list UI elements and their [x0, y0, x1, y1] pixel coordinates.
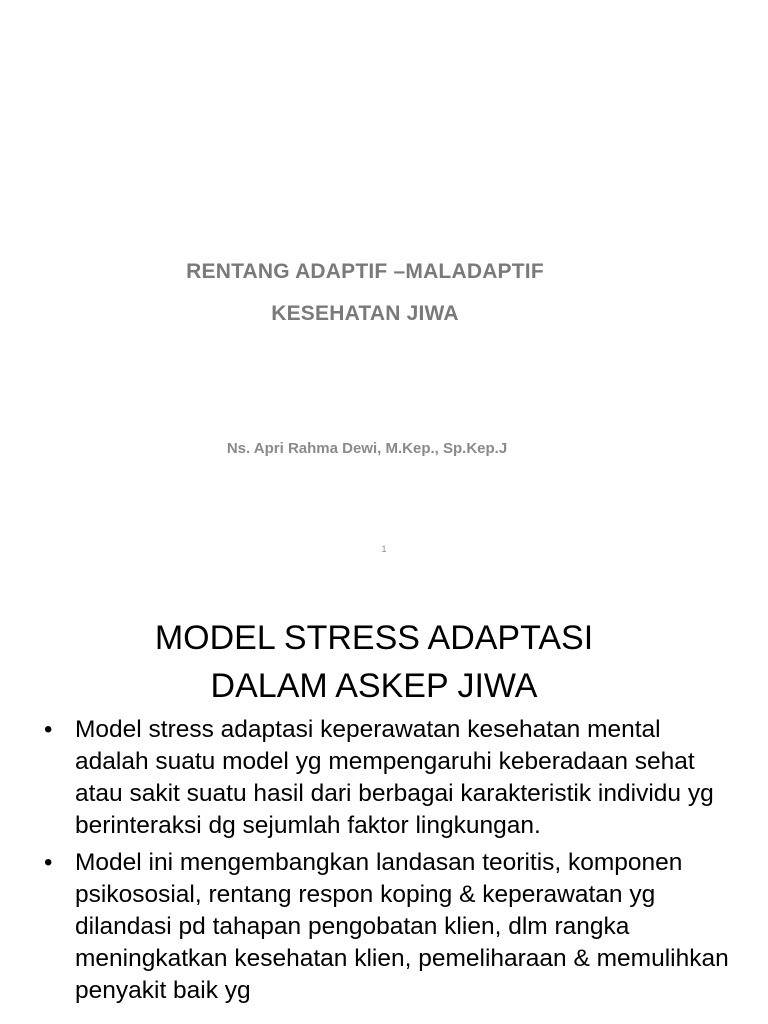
content-slide: [0, 576, 768, 1024]
bullet-text: Model ini mengembangkan landasan teoritis, komponen psikososial, rentang respon koping & keperawatan yg dilandasi pd tahapan pengobatan klien, dlm rangka meningkatkan kesehatan klien, pemeliharaan & memulihkan penyakit baik yg: [75, 849, 729, 1004]
bullet-item: [44, 847, 734, 1007]
page-number: 1: [381, 544, 387, 554]
slide-title-line-1: RENTANG ADAPTIF –MALADAPTIF: [186, 260, 544, 283]
bullet-dot-icon: •: [44, 716, 53, 743]
bullet-text: Model stress adaptasi keperawatan kesehatan mental adalah suatu model yg mempengaruhi keberadaan sehat atau sakit suatu hasil dari berbagai karakteristik individu yg berinteraksi dg sejumlah faktor lingkungan.: [75, 716, 714, 839]
bullet-item: [44, 714, 734, 842]
slide-title-line-2: KESEHATAN JIWA: [271, 302, 459, 325]
bullet-list: [44, 714, 734, 1012]
content-title-line-1: MODEL STRESS ADAPTASI: [154, 619, 594, 657]
author-name: Ns. Apri Rahma Dewi, M.Kep., Sp.Kep.J: [226, 440, 508, 457]
content-slide-title: [0, 614, 748, 710]
content-title-line-2: DALAM ASKEP JIWA: [210, 667, 538, 705]
bullet-dot-icon: •: [44, 849, 53, 876]
